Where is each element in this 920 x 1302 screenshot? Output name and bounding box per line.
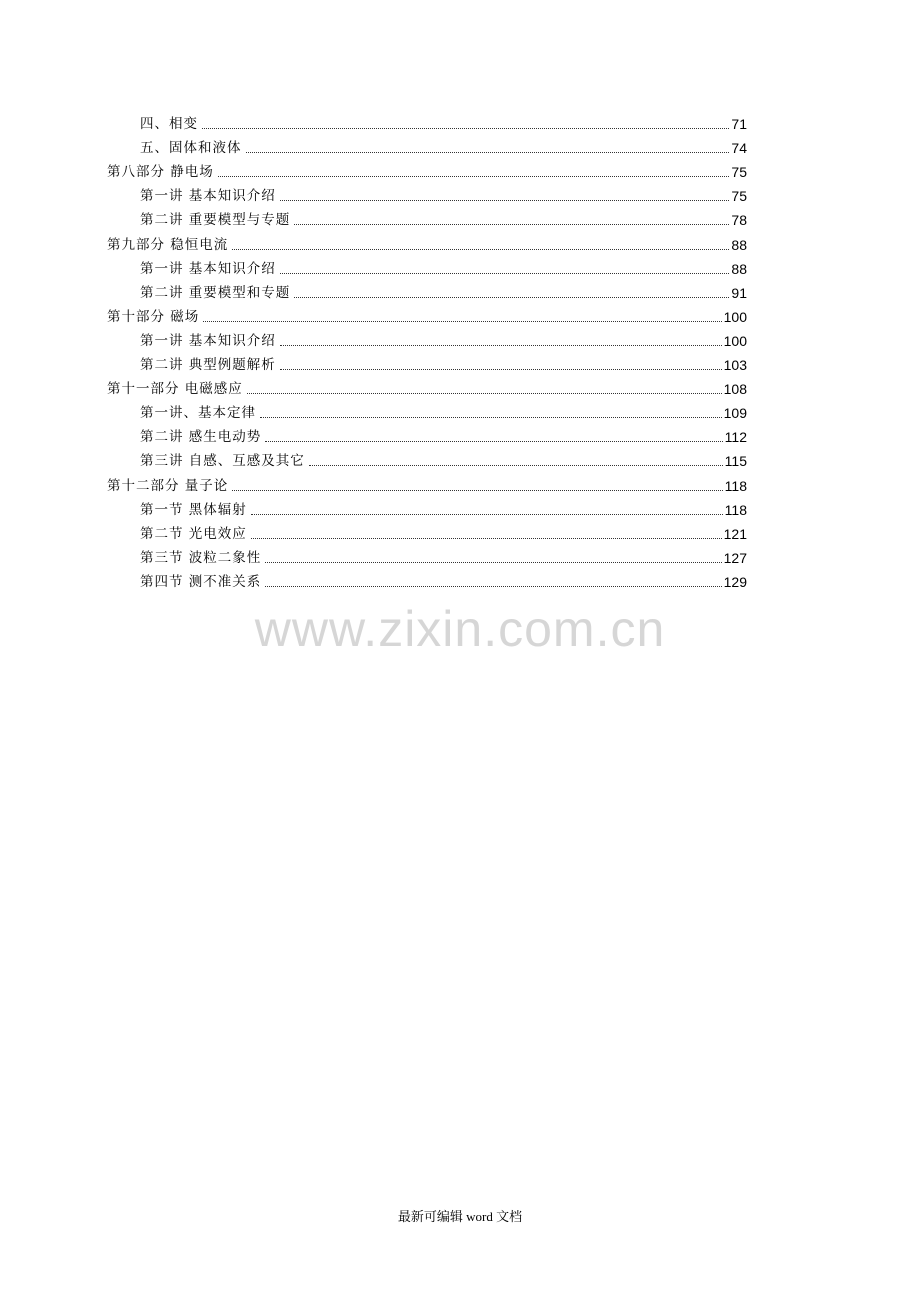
toc-dot-leader [294,224,729,225]
toc-entry-title: 第二节 光电效应 [140,525,247,542]
toc-page-number: 118 [724,501,747,518]
toc-entry[interactable] [107,522,747,546]
toc-dot-leader [202,128,729,129]
toc-part-entry[interactable] [107,473,747,497]
toc-dot-leader [232,490,722,491]
toc-page-number: 71 [731,116,747,133]
toc-page-number: 75 [731,164,747,181]
toc-page-number: 115 [724,453,747,470]
toc-entry-title: 第一讲 基本知识介绍 [140,332,276,349]
toc-entry-title: 第一讲 基本知识介绍 [140,188,276,205]
toc-page-number: 118 [724,477,747,494]
toc-dot-leader [280,369,722,370]
toc-dot-leader [265,562,721,563]
toc-dot-leader [309,465,723,466]
toc-page-number: 121 [723,525,747,542]
toc-part-entry[interactable] [107,160,747,184]
toc-part-entry[interactable] [107,377,747,401]
toc-entry[interactable] [107,570,747,594]
toc-entry-title: 第一节 黑体辐射 [140,501,247,518]
toc-dot-leader [218,176,730,177]
toc-dot-leader [294,297,729,298]
toc-entry[interactable] [107,112,747,136]
watermark: www.zixin.com.cn [254,601,666,657]
toc-entry[interactable] [107,401,747,425]
toc-entry[interactable] [107,353,747,377]
toc-entry[interactable] [107,184,747,208]
toc-entry-title: 第二讲 重要模型与专题 [140,212,291,229]
toc-entry-title: 第三讲 自感、互感及其它 [140,453,305,470]
toc-entry[interactable] [107,449,747,473]
toc-page-number: 103 [723,357,747,374]
toc-entry-title: 五、固体和液体 [140,140,242,157]
toc-dot-leader [280,200,730,201]
toc-dot-leader [251,538,722,539]
toc-part-entry[interactable] [107,305,747,329]
toc-page-number: 75 [731,188,747,205]
toc-entry[interactable] [107,136,747,160]
toc-page-number: 127 [723,549,747,566]
page-footer: 最新可编辑 word 文档 [397,1209,523,1224]
toc-entry-title: 第二讲 典型例题解析 [140,357,276,374]
toc-entry[interactable] [107,208,747,232]
toc-dot-leader [265,586,721,587]
toc-entry[interactable] [107,257,747,281]
toc-part-entry[interactable] [107,232,747,256]
toc-page-number: 74 [731,140,747,157]
toc-dot-leader [280,273,730,274]
toc-dot-leader [280,345,722,346]
toc-page-number: 88 [731,260,747,277]
toc-dot-leader [265,441,722,442]
toc-page-number: 91 [731,284,747,301]
toc-part-title: 第十部分 磁场 [107,308,200,325]
toc-dot-leader [247,393,722,394]
toc-page-number: 129 [723,573,747,590]
toc-page-number: 88 [731,236,747,253]
toc-part-title: 第八部分 静电场 [107,164,214,181]
toc-entry-title: 第一讲 基本知识介绍 [140,260,276,277]
toc-page-number: 78 [731,212,747,229]
toc-entry[interactable] [107,498,747,522]
toc-dot-leader [203,321,721,322]
toc-page-number: 112 [724,429,747,446]
toc-page-number: 100 [723,308,747,325]
toc-entry-title: 第二讲 感生电动势 [140,429,262,446]
toc-entry[interactable] [107,425,747,449]
toc-dot-leader [246,152,730,153]
toc-entry-title: 第四节 测不准关系 [140,573,262,590]
toc-page-number: 100 [723,332,747,349]
toc-page-number: 109 [723,405,747,422]
toc-page-number: 108 [723,381,747,398]
toc-entry-title: 第二讲 重要模型和专题 [140,284,291,301]
toc-part-title: 第十一部分 电磁感应 [107,381,243,398]
toc-dot-leader [251,514,723,515]
toc-entry[interactable] [107,546,747,570]
toc-part-title: 第九部分 稳恒电流 [107,236,229,253]
toc-dot-leader [232,249,729,250]
toc-entry-title: 第三节 波粒二象性 [140,549,262,566]
toc-entry[interactable] [107,281,747,305]
toc-entry-title: 第一讲、基本定律 [140,405,256,422]
toc-part-title: 第十二部分 量子论 [107,477,229,494]
table-of-contents [107,112,747,594]
toc-entry-title: 四、相变 [140,116,198,133]
toc-dot-leader [260,417,722,418]
toc-entry[interactable] [107,329,747,353]
